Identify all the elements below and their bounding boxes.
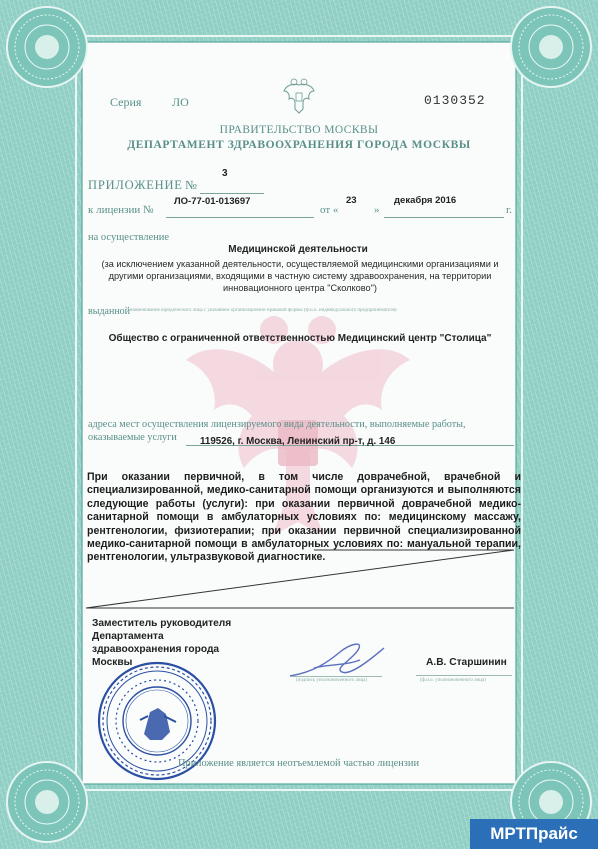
activity-title: Медицинской деятельности bbox=[228, 244, 368, 255]
coat-of-arms-icon bbox=[282, 77, 316, 115]
appendix-number: 3 bbox=[222, 168, 228, 179]
address-value: 119526, г. Москва, Ленинский пр-т, д. 146 bbox=[200, 436, 396, 447]
footer-note: Приложение является неотъемлемой частью лицензии bbox=[178, 758, 419, 769]
activity-note: (за исключением указанной деятельности, осуществляемой медицинскими организациями и другими организациями, входящими в частную систему здравоохранения, на территории инновационного центра "Сколково") bbox=[101, 259, 499, 293]
signer-position-line4: Москвы bbox=[92, 657, 133, 668]
form-number: 0130352 bbox=[424, 93, 486, 108]
date-mid: » bbox=[374, 204, 380, 216]
appendix-number-sign: № bbox=[185, 178, 197, 192]
name-caption: (ф.и.о. уполномоченного лица) bbox=[420, 678, 486, 683]
issued-label: выданной bbox=[88, 306, 131, 317]
issued-caption: (наименование юридического лица с указанием организационно-правовой формы (ф.и.о. индивидуального предпринимателя) bbox=[128, 308, 397, 313]
guilloche-rosette-icon bbox=[2, 2, 92, 92]
guilloche-rosette-icon bbox=[506, 2, 596, 92]
date-prefix: от « bbox=[320, 204, 339, 216]
government-title: ПРАВИТЕЛЬСТВО МОСКВЫ bbox=[219, 124, 379, 136]
license-day: 23 bbox=[346, 195, 357, 206]
license-month-year: декабря 2016 bbox=[394, 195, 457, 206]
signer-position-line2: Департамента bbox=[92, 631, 164, 642]
signer-position-line3: здравоохранения города bbox=[92, 644, 220, 655]
appendix-label: ПРИЛОЖЕНИЕ bbox=[88, 178, 183, 192]
series-value: ЛО bbox=[172, 95, 189, 109]
watermark-logo bbox=[470, 819, 598, 849]
signer-position-line1: Заместитель руководителя bbox=[92, 618, 232, 629]
license-prefix: к лицензии № bbox=[88, 204, 154, 216]
organization-name: Общество с ограниченной ответственностью Медицинский центр "Столица" bbox=[108, 333, 492, 344]
address-label-line1: адреса мест осуществления лицензируемого вида деятельности, выполняемые работы, bbox=[88, 419, 466, 430]
signer-name: А.В. Старшинин bbox=[426, 657, 507, 668]
services-text: При оказании первичной, в том числе доврачебной, врачебной и специализированной, медико-санитарной помощи организуются и выполняются следующие работы (услуги): при оказании первичной доврачебной медико-санитарной помощи в амбулаторных условиях по: медицинскому массажу, рентгенологии, физиотерапии; при оказании первичной специализированной медико-санитарной помощи в амбулаторных условиях по: мануальной терапии, рентгенологии, ультразвуковой диагностике. bbox=[87, 471, 521, 564]
license-number: ЛО-77-01-013697 bbox=[174, 196, 251, 207]
guilloche-rosette-icon bbox=[2, 757, 92, 847]
signature-caption: (подпись уполномоченного лица) bbox=[296, 678, 368, 683]
activity-label: на осуществление bbox=[88, 232, 170, 243]
series-label: Серия bbox=[110, 95, 142, 109]
year-suffix: г. bbox=[506, 204, 513, 216]
department-title: ДЕПАРТАМЕНТ ЗДРАВООХРАНЕНИЯ ГОРОДА МОСКВЫ bbox=[127, 139, 471, 151]
blank-space-strike bbox=[82, 548, 516, 612]
address-label-line2: оказываемые услуги bbox=[88, 432, 177, 443]
logo-text: МРТПрайс bbox=[490, 824, 578, 843]
